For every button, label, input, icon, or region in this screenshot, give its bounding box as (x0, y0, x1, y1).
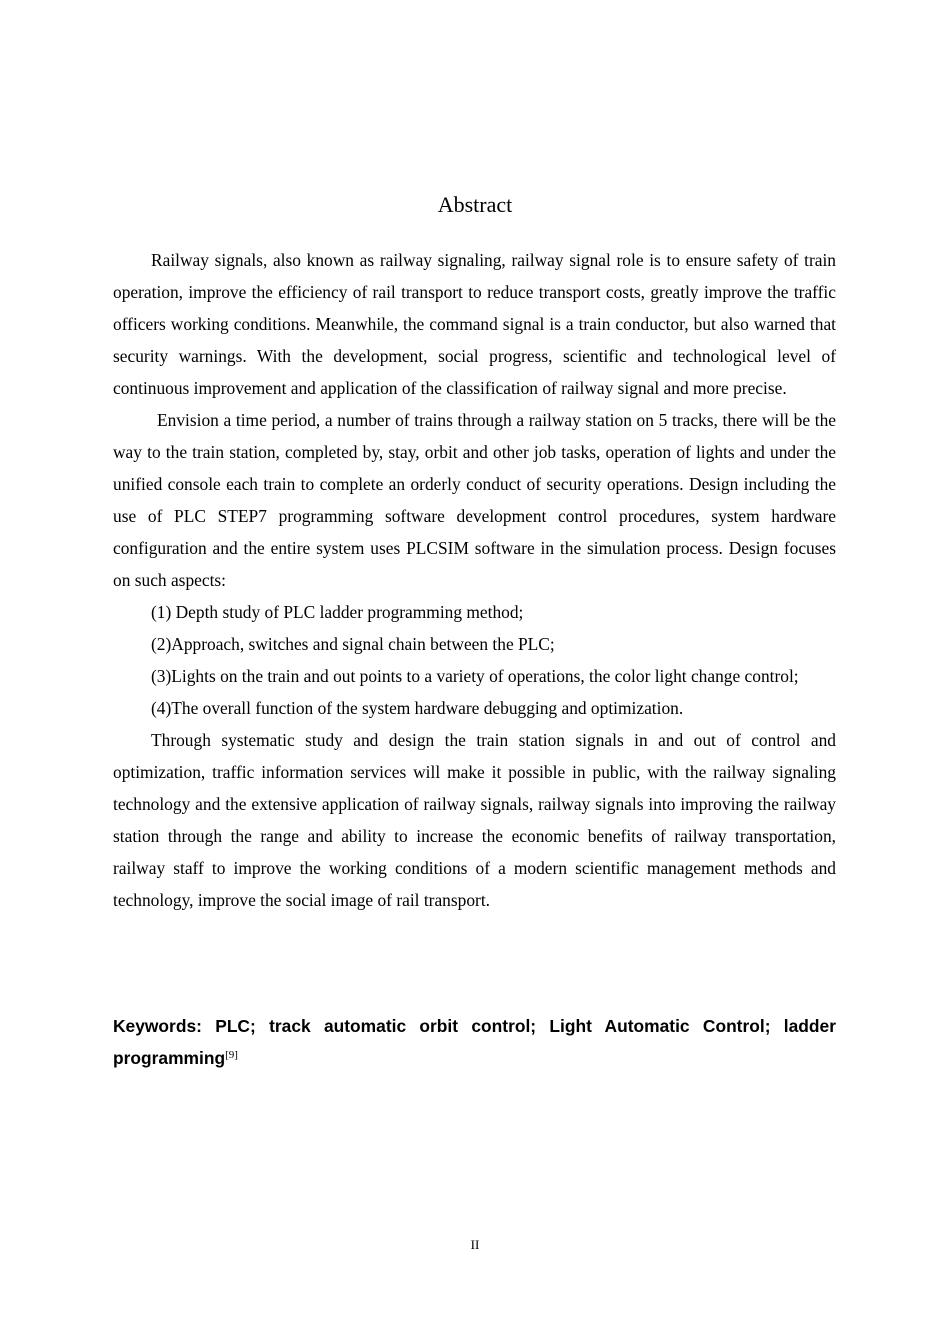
focus-item: (4)The overall function of the system hardware debugging and optimization. (151, 698, 684, 718)
focus-item: (1) Depth study of PLC ladder programming method; (151, 602, 524, 622)
citation-marker: [9] (225, 1049, 238, 1061)
abstract-paragraph: Through systematic study and design the train station signals in and out of control and optimization, traffic information services will make it possible in public, with the railway signaling technology and the extensive application of railway signals, railway signals into improving the railway station through the range and ability to increase the economic benefits of railway transportation, railway staff to improve the working conditions of a modern scientific management methods and technology, improve the social image of rail transport. (113, 730, 836, 910)
page-title: Abstract (437, 192, 513, 217)
focus-item: (2)Approach, switches and signal chain between the PLC; (151, 634, 555, 654)
abstract-body (113, 244, 836, 916)
keywords-text: Keywords: PLC; track automatic orbit control; Light Automatic Control; ladder programming (113, 1016, 836, 1068)
focus-item: (3)Lights on the train and out points to a variety of operations, the color light change control; (151, 666, 799, 686)
keywords-line (113, 1010, 836, 1074)
abstract-paragraph: Railway signals, also known as railway signaling, railway signal role is to ensure safety of train operation, improve the efficiency of rail transport to reduce transport costs, greatly improve the traffic officers working conditions. Meanwhile, the command signal is a train conductor, but also warned that security warnings. With the development, social progress, scientific and technological level of continuous improvement and application of the classification of railway signal and more precise. (113, 250, 836, 398)
page-number: II (470, 1237, 480, 1252)
abstract-paragraph: Envision a time period, a number of trains through a railway station on 5 tracks, there will be the way to the train station, completed by, stay, orbit and other job tasks, operation of lights and under the unified console each train to complete an orderly conduct of security operations. Design including the use of PLC STEP7 programming software development control procedures, system hardware configuration and the entire system uses PLCSIM software in the simulation process. Design focuses on such aspects: (113, 410, 836, 590)
